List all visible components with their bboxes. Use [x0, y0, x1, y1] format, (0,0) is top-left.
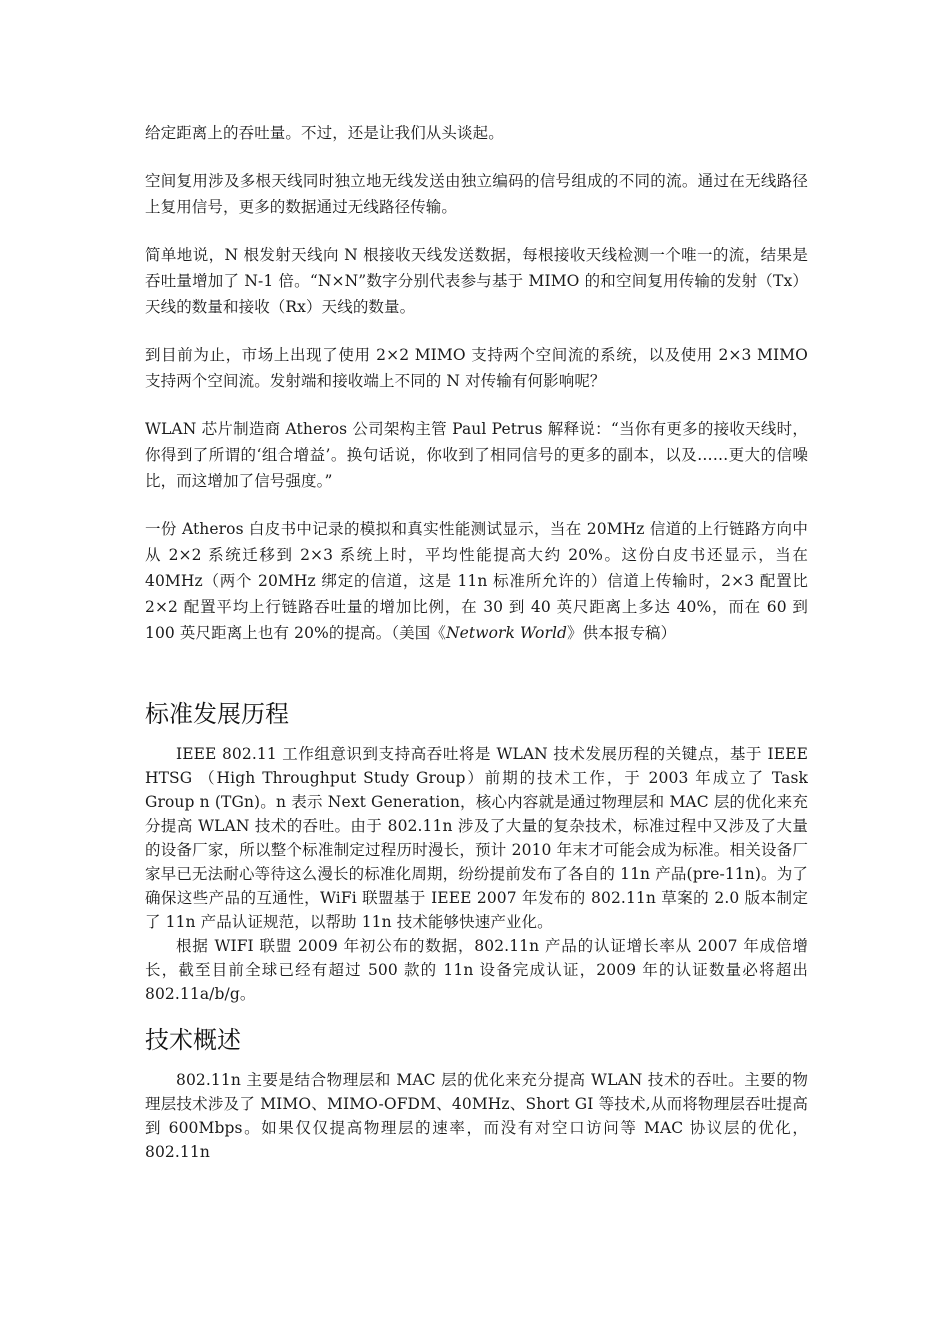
paragraph-spatial-multiplexing: 空间复用涉及多根天线同时独立地无线发送由独立编码的信号组成的不同的流。通过在无线路径上复用信号，更多的数据通过无线路径传输。 [145, 172, 808, 216]
whitepaper-text-end: 》供本报专稿） [567, 624, 677, 642]
publication-name: Network World [445, 624, 568, 642]
paragraph-intro: 给定距离上的吞吐量。不过，还是让我们从头谈起。 [145, 124, 504, 142]
paragraph-wifi-alliance-data: 根据 WIFI 联盟 2009 年初公布的数据，802.11n 产品的认证增长率从 2007 年成倍增长，截至目前全球已经有超过 500 款的 11n 设备完成认证，2009 年的认证数量必将超出 802.11a/b/g。 [145, 937, 808, 1003]
section-heading-standard-history: 标准发展历程 [145, 700, 289, 728]
whitepaper-text: 一份 Atheros 白皮书中记录的模拟和真实性能测试显示，当在 20MHz 信道的上行链路方向中从 2×2 系统迁移到 2×3 系统上时，平均性能提高大约 20%。这份白皮书还显示，当在 40MHz（两个 20MHz 绑定的信道，这是 11n 标准所允许的）信道上传输时，2×3 配置比 2×2 配置平均上行链路吞吐量的增加比例，在 30 到 40 英尺距离上多达 40%，而在 60 到 100 英尺距离上也有 20%的提高。（美国《 [145, 520, 808, 642]
paragraph-standard-history: IEEE 802.11 工作组意识到支持高吞吐将是 WLAN 技术发展历程的关键点，基于 IEEE HTSG （High Throughput Study Group）前期的技术工作，于 2003 年成立了 Task Group n (TGn)。n 表示 Next Generation，核心内容就是通过物理层和 MAC 层的优化来充分提高 WLAN 技术的吞吐。由于 802.11n 涉及了大量的复杂技术，标准过程中又涉及了大量的设备厂家，所以整个标准制定过程历时漫长，预计 2010 年末才可能会成为标准。相关设备厂家早已无法耐心等待这么漫长的标准化周期，纷纷提前发布了各自的 11n 产品(pre-11n)。为了确保这些产品的互通性，WiFi 联盟基于 IEEE 2007 年发布的 802.11n 草案的 2.0 版本制定了 11n 产品认证规范，以帮助 11n 技术能够快速产业化。 [145, 745, 808, 931]
paragraph-tech-overview: 802.11n 主要是结合物理层和 MAC 层的优化来充分提高 WLAN 技术的吞吐。主要的物理层技术涉及了 MIMO、MIMO-OFDM、40MHz、Short GI 等技术,从而将物理层吞吐提高到 600Mbps。如果仅仅提高物理层的速率，而没有对空口访问等 MAC 协议层的优化，802.11n [145, 1071, 808, 1161]
paragraph-atheros-quote: WLAN 芯片制造商 Atheros 公司架构主管 Paul Petrus 解释说：“当你有更多的接收天线时，你得到了所谓的‘组合增益’。换句话说，你收到了相同信号的更多的副本，以及……更大的信噪比，而这增加了信号强度。” [145, 420, 808, 490]
paragraph-whitepaper [145, 516, 808, 646]
section-heading-tech-overview: 技术概述 [145, 1026, 241, 1054]
paragraph-market-mimo: 到目前为止，市场上出现了使用 2×2 MIMO 支持两个空间流的系统，以及使用 2×3 MIMO 支持两个空间流。发射端和接收端上不同的 N 对传输有何影响呢？ [145, 346, 808, 390]
paragraph-nxn-explanation: 简单地说，N 根发射天线向 N 根接收天线发送数据，每根接收天线检测一个唯一的流，结果是吞吐量增加了 N-1 倍。“N×N”数字分别代表参与基于 MIMO 的和空间复用传输的发射（Tx）天线的数量和接收（Rx）天线的数量。 [145, 246, 808, 316]
